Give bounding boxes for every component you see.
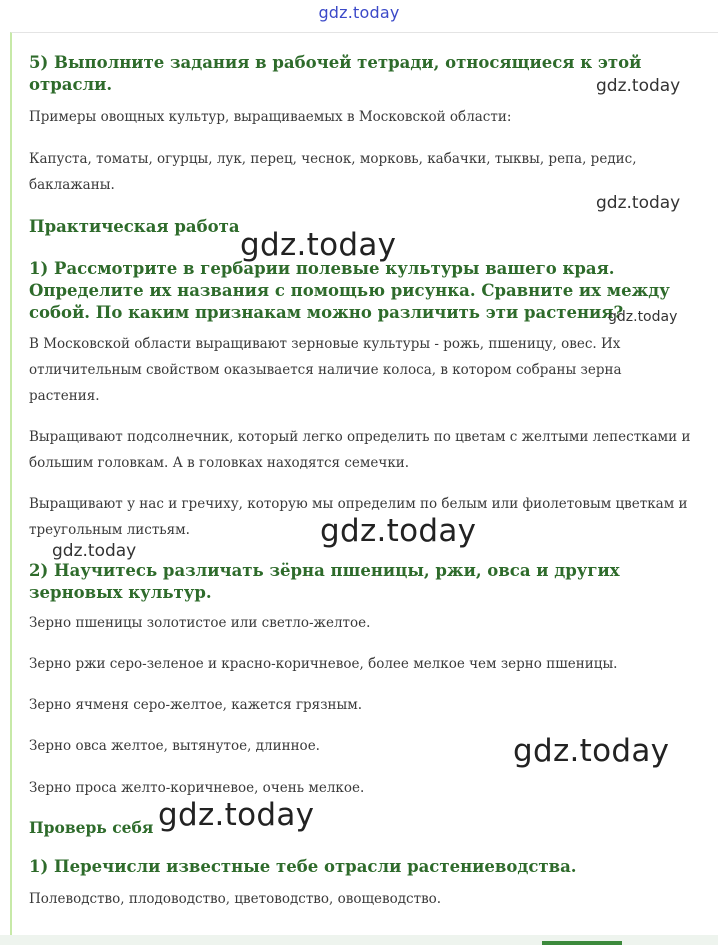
task1-heading: 1) Рассмотрите в гербарии полевые культуры вашего края. Определите их названия с помощью рисунка. Сравните их между собой. По каким признакам можно различить эти растения? [29, 259, 670, 322]
bottom-accent-bar [542, 941, 622, 945]
task5-heading: 5) Выполните задания в рабочей тетради, относящиеся к этой отрасли. [29, 53, 642, 94]
check-heading: Проверь себя [29, 818, 154, 837]
site-logo[interactable]: gdz.today [318, 3, 400, 22]
task2-paragraph-2: Зерно ржи серо-зеленое и красно-коричневое, более мелкое чем зерно пшеницы. [29, 656, 618, 672]
practical-heading: Практическая работа [29, 217, 240, 236]
task2-paragraph-3: Зерно ячменя серо-желтое, кажется грязным. [29, 697, 363, 713]
task1-paragraph-3: Выращивают у нас и гречиху, которую мы определим по белым или фиолетовым цветкам и треугольным листьям. [29, 496, 688, 538]
task1-paragraph-1: В Московской области выращивают зерновые культуры - рожь, пшеницу, овес. Их отличительным свойством оказывается наличие колоса, в котором собраны зерна растения. [29, 336, 622, 404]
task2-paragraph-1: Зерно пшеницы золотистое или светло-желтое. [29, 615, 371, 631]
task5-paragraph-2: Капуста, томаты, огурцы, лук, перец, чеснок, морковь, кабачки, тыквы, репа, редис, баклажаны. [29, 151, 637, 193]
watermark: gdz.today [596, 193, 681, 213]
top-bar [0, 0, 718, 32]
watermark: gdz.today [52, 541, 137, 561]
watermark: gdz.today [158, 797, 315, 833]
task2-heading: 2) Научитесь различать зёрна пшеницы, ржи, овса и других зерновых культур. [29, 561, 620, 602]
task2-paragraph-5: Зерно проса желто-коричневое, очень мелкое. [29, 780, 365, 796]
task1-paragraph-2: Выращивают подсолнечник, который легко определить по цветам с желтыми лепестками и большим головкам. А в головках находятся семечки. [29, 429, 691, 471]
task5-paragraph-1: Примеры овощных культур, выращиваемых в Московской области: [29, 109, 512, 125]
task2-paragraph-4: Зерно овса желтое, вытянутое, длинное. [29, 738, 320, 754]
watermark: gdz.today [608, 309, 678, 325]
check1-paragraph-1: Полеводство, плодоводство, цветоводство, овощеводство. [29, 891, 442, 907]
watermark: gdz.today [320, 513, 477, 549]
watermark: gdz.today [240, 227, 397, 263]
check1-heading: 1) Перечисли известные тебе отрасли растениеводства. [29, 857, 577, 876]
watermark: gdz.today [596, 76, 681, 96]
watermark: gdz.today [513, 733, 670, 769]
